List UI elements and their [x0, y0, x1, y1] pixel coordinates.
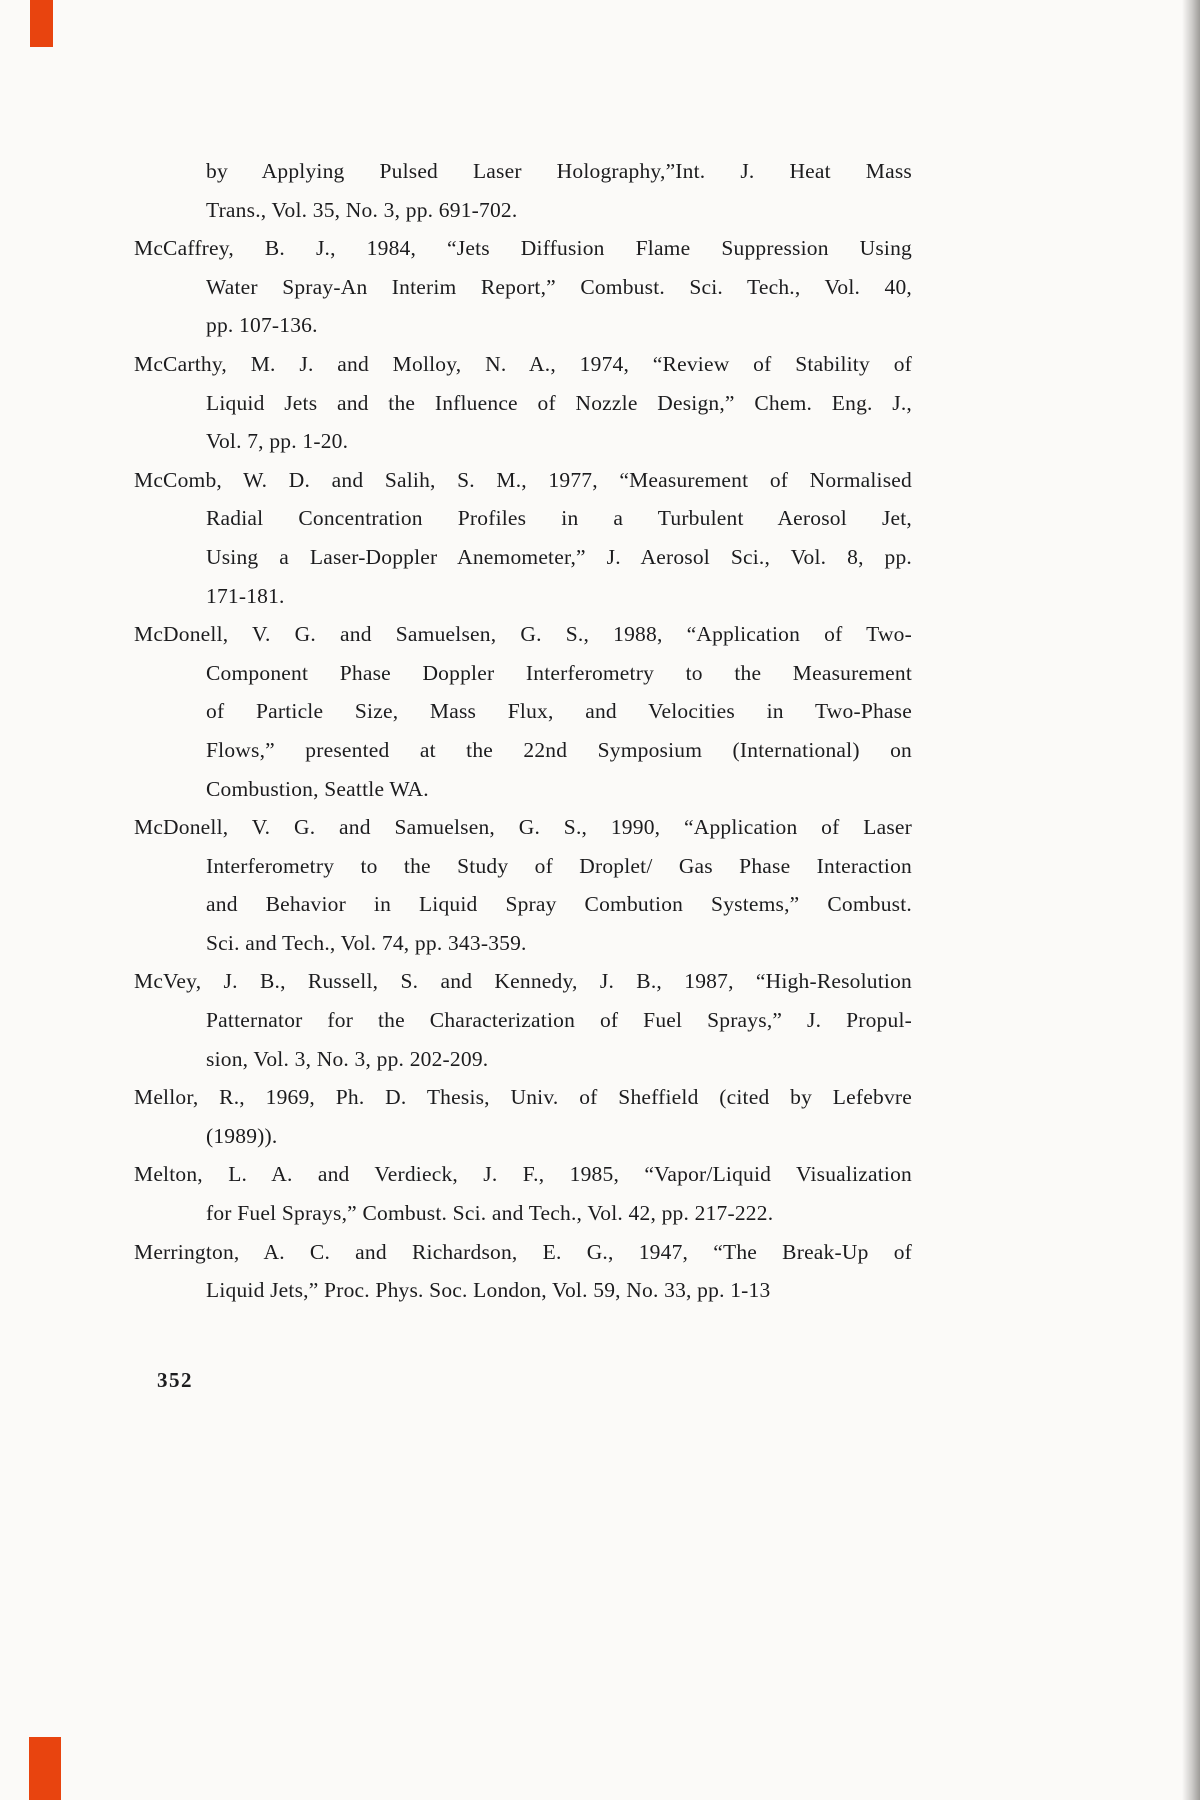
reference-line: Mellor, R., 1969, Ph. D. Thesis, Univ. of Sheffield (cited by Lefebvre	[134, 1085, 912, 1110]
reference-line: Component Phase Doppler Interferometry to the Measurement	[206, 660, 912, 685]
reference-line: Combustion, Seattle WA.	[206, 776, 429, 801]
reference-entry	[134, 461, 912, 615]
reference-line: McCaffrey, B. J., 1984, “Jets Diffusion Flame Suppression Using	[134, 236, 912, 261]
reference-line: McVey, J. B., Russell, S. and Kennedy, J. B., 1987, “High-Resolution	[134, 969, 912, 994]
reference-line: 171-181.	[206, 583, 285, 608]
reference-line: (1989)).	[206, 1123, 278, 1148]
reference-line: McComb, W. D. and Salih, S. M., 1977, “Measurement of Normalised	[134, 467, 912, 492]
reference-line: Water Spray-An Interim Report,” Combust. Sci. Tech., Vol. 40,	[206, 274, 912, 299]
reference-entry	[134, 152, 912, 229]
reference-entry	[134, 1155, 912, 1232]
reference-line: Patternator for the Characterization of Fuel Sprays,” J. Propul-	[206, 1008, 912, 1033]
reference-line: Liquid Jets,” Proc. Phys. Soc. London, Vol. 59, No. 33, pp. 1-13	[206, 1278, 771, 1303]
reference-line: Sci. and Tech., Vol. 74, pp. 343-359.	[206, 930, 527, 955]
reference-entry	[134, 229, 912, 345]
reference-entry	[134, 1233, 912, 1310]
reference-line: McDonell, V. G. and Samuelsen, G. S., 1990, “Application of Laser	[134, 815, 912, 840]
reference-line: of Particle Size, Mass Flux, and Velocities in Two-Phase	[206, 699, 912, 724]
reference-line: Vol. 7, pp. 1-20.	[206, 429, 349, 454]
reference-entry	[134, 962, 912, 1078]
references-list	[134, 152, 912, 1310]
reference-line: Liquid Jets and the Influence of Nozzle Design,” Chem. Eng. J.,	[206, 390, 912, 415]
reference-line: Melton, L. A. and Verdieck, J. F., 1985, “Vapor/Liquid Visualization	[134, 1162, 912, 1187]
scan-red-mark-bottom	[29, 1737, 61, 1800]
reference-line: Flows,” presented at the 22nd Symposium (International) on	[206, 737, 912, 762]
reference-line: and Behavior in Liquid Spray Combution Systems,” Combust.	[206, 892, 912, 917]
reference-entry	[134, 1078, 912, 1155]
reference-entry	[134, 808, 912, 962]
reference-line: for Fuel Sprays,” Combust. Sci. and Tech., Vol. 42, pp. 217-222.	[206, 1201, 774, 1226]
reference-entry	[134, 345, 912, 461]
reference-line: Trans., Vol. 35, No. 3, pp. 691-702.	[206, 197, 518, 222]
reference-line: McCarthy, M. J. and Molloy, N. A., 1974, “Review of Stability of	[134, 351, 912, 376]
reference-line: Using a Laser-Doppler Anemometer,” J. Aerosol Sci., Vol. 8, pp.	[206, 544, 912, 569]
reference-line: Radial Concentration Profiles in a Turbulent Aerosol Jet,	[206, 506, 912, 531]
reference-line: by Applying Pulsed Laser Holography,”Int. J. Heat Mass	[206, 159, 912, 183]
scan-edge-shadow	[1182, 0, 1200, 1800]
page-number: 352	[157, 1368, 193, 1392]
reference-line: sion, Vol. 3, No. 3, pp. 202-209.	[206, 1046, 489, 1071]
reference-line: McDonell, V. G. and Samuelsen, G. S., 1988, “Application of Two-	[134, 622, 912, 647]
reference-line: Merrington, A. C. and Richardson, E. G., 1947, “The Break-Up of	[134, 1239, 912, 1264]
scan-red-mark-top	[30, 0, 53, 47]
reference-line: Interferometry to the Study of Droplet/ Gas Phase Interaction	[206, 853, 912, 878]
reference-entry	[134, 615, 912, 808]
reference-line: pp. 107-136.	[206, 313, 318, 338]
